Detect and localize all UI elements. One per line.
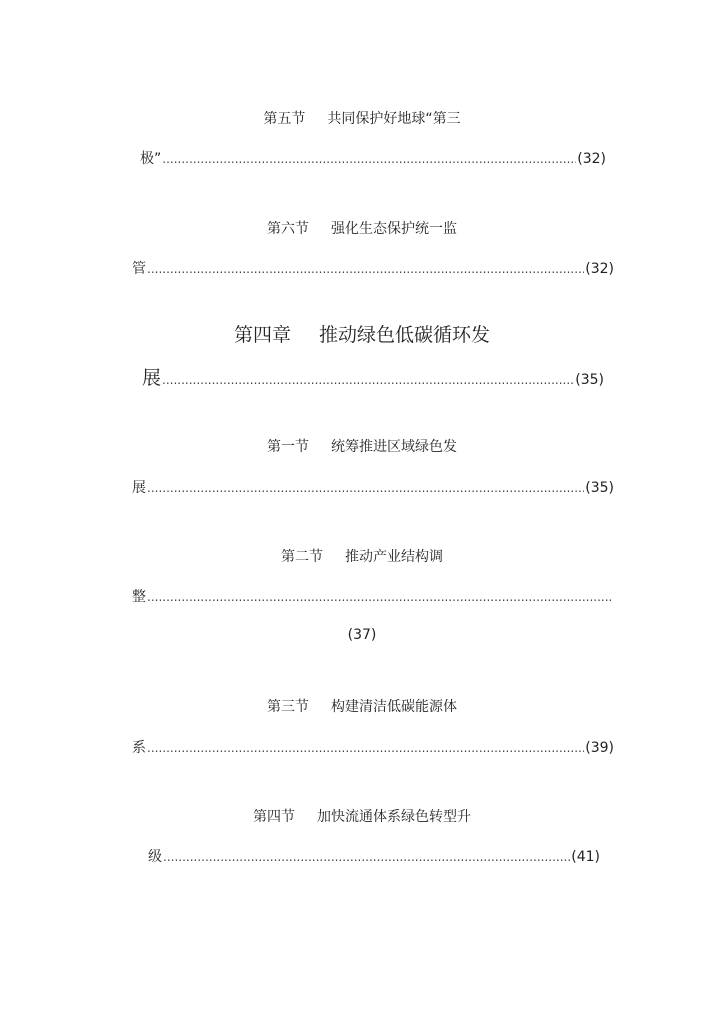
page-number-wrapped: (37): [347, 627, 377, 643]
toc-heading-section-4: [0, 806, 724, 826]
toc-line-section-1[interactable]: [132, 477, 614, 497]
section-number: 第一节: [267, 439, 309, 455]
title-continuation: 极”: [140, 151, 162, 167]
toc-line-section-6[interactable]: [132, 258, 614, 278]
title-continuation: 整: [132, 589, 146, 605]
title-continuation: 展: [142, 367, 162, 389]
toc-heading-section-6: [0, 218, 724, 238]
section-number: 第二节: [281, 549, 323, 565]
toc-heading-section-1: [0, 436, 724, 456]
section-title: 共同保护好地球“第三: [327, 111, 461, 127]
title-continuation: 展: [132, 480, 146, 496]
dot-leader: [163, 850, 570, 864]
toc-heading-section-3: [0, 696, 724, 716]
chapter-title: 推动绿色低碳循环发: [319, 324, 491, 346]
title-continuation: 级: [148, 849, 162, 865]
page-number: (32): [577, 151, 606, 167]
toc-heading-section-2: [0, 546, 724, 566]
toc-heading-chapter-4: [0, 320, 724, 347]
dot-leader: [147, 741, 584, 755]
dot-leader: [162, 373, 574, 387]
page-number: (32): [585, 261, 614, 277]
dot-leader: [147, 262, 584, 276]
toc-line-section-3[interactable]: [132, 737, 614, 757]
dot-leader: [162, 152, 576, 166]
section-title: 推动产业结构调: [345, 549, 443, 565]
section-title: 统筹推进区域绿色发: [331, 439, 457, 455]
section-number: 第三节: [267, 699, 309, 715]
page-number: (41): [571, 849, 600, 865]
title-continuation: 系: [132, 740, 146, 756]
dot-leader: [147, 590, 613, 604]
page-number: (35): [585, 480, 614, 496]
toc-heading-section-5: [0, 108, 724, 128]
section-number: 第六节: [267, 221, 309, 237]
section-title: 构建清洁低碳能源体: [331, 699, 457, 715]
toc-line-section-5[interactable]: [140, 148, 606, 168]
page-number: (39): [585, 740, 614, 756]
title-continuation: 管: [132, 261, 146, 277]
dot-leader: [147, 481, 584, 495]
section-title: 加快流通体系绿色转型升: [317, 809, 471, 825]
chapter-number: 第四章: [233, 324, 291, 346]
toc-line-chapter-4[interactable]: [142, 363, 604, 390]
toc-line-section-2[interactable]: [132, 586, 614, 606]
toc-line-section-4[interactable]: [148, 846, 600, 866]
section-number: 第五节: [263, 111, 306, 127]
page-number: (35): [575, 372, 604, 388]
section-number: 第四节: [253, 809, 295, 825]
section-title: 强化生态保护统一监: [331, 221, 457, 237]
